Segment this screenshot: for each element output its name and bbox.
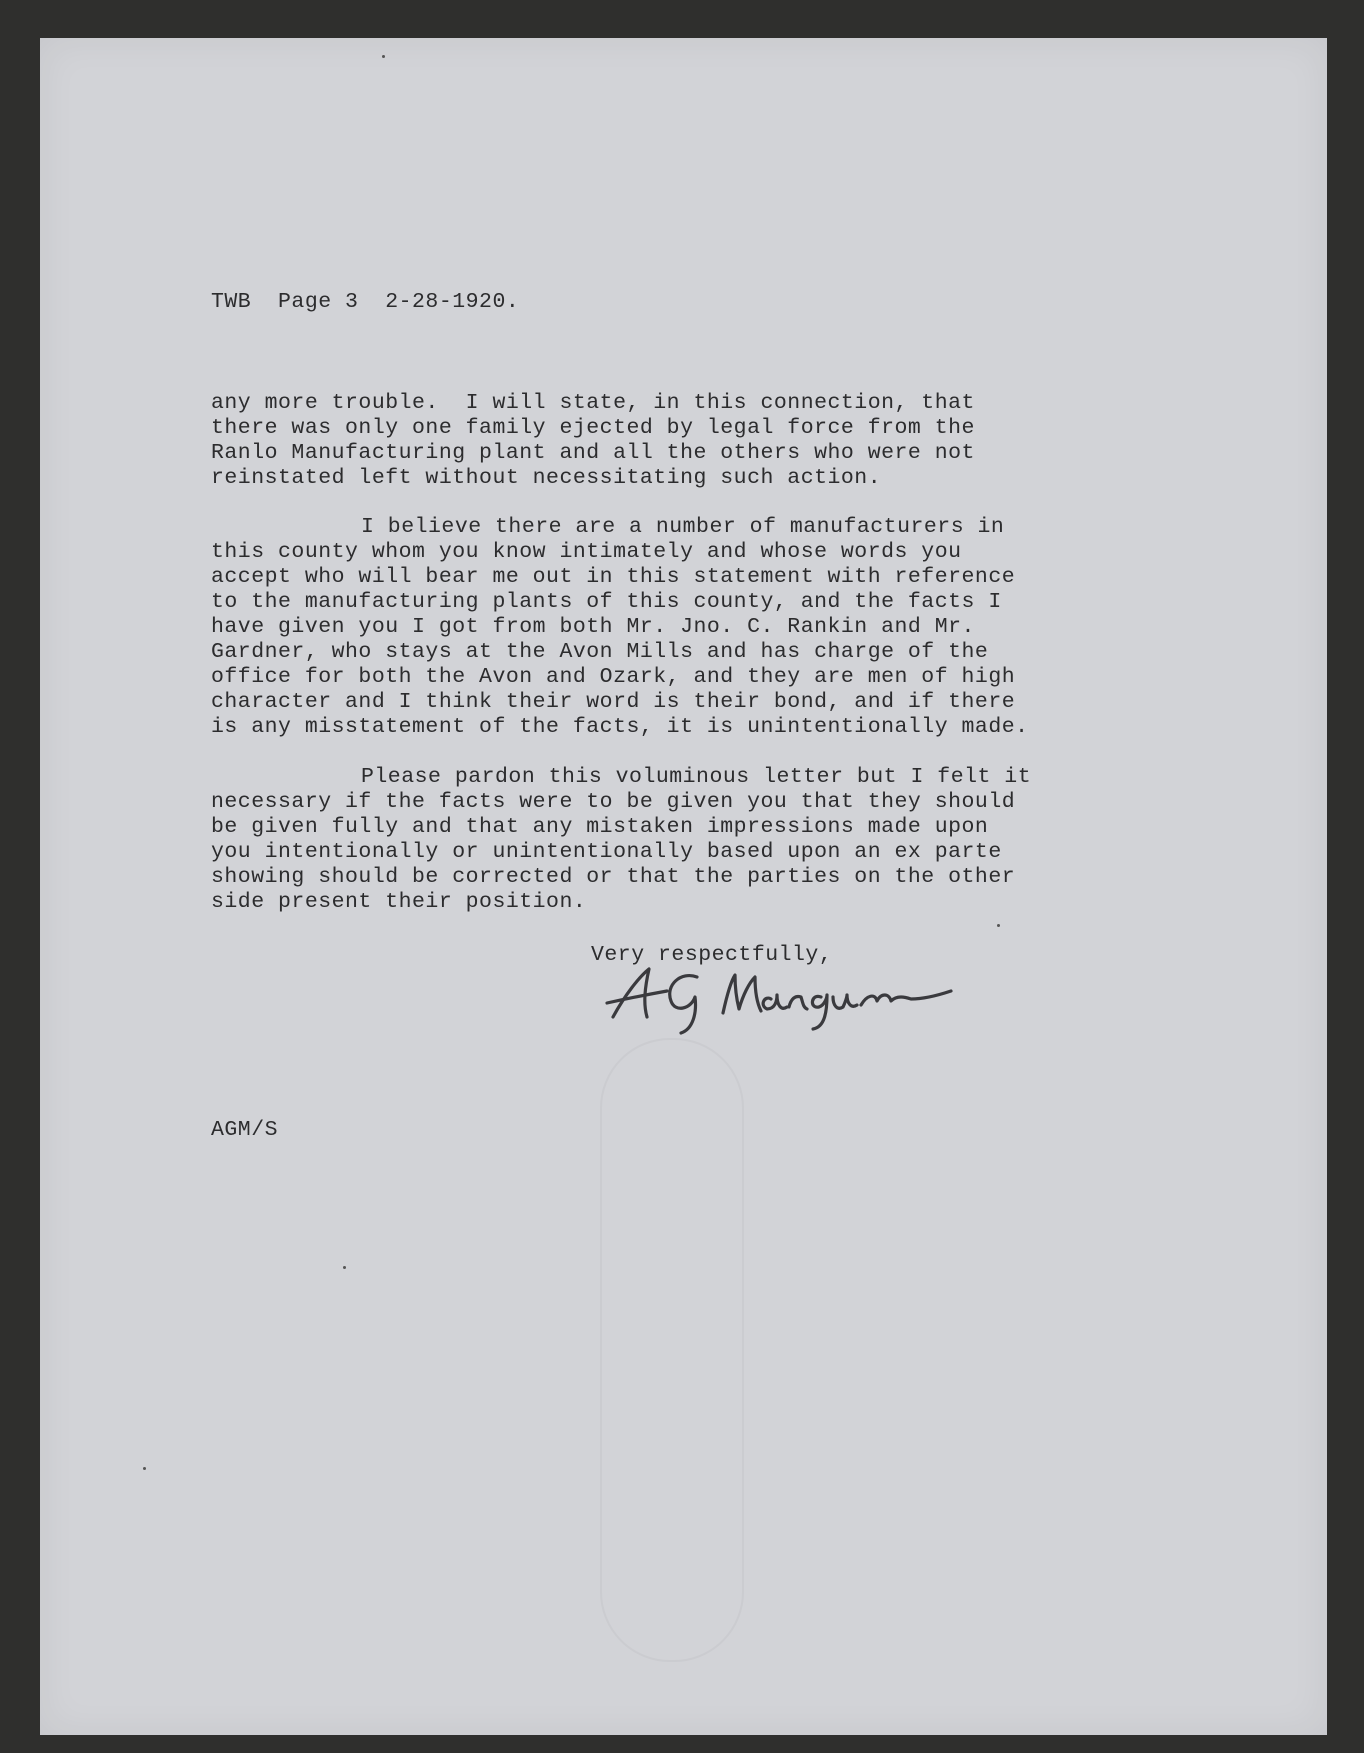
paragraph-2-line-3: accept who will bear me out in this statement with reference: [211, 565, 1016, 589]
paragraph-2-line-1: I believe there are a number of manufacturers in: [361, 515, 1005, 539]
paper-speck: [997, 924, 1000, 927]
paragraph-3-line-5: showing should be corrected or that the parties on the other: [211, 865, 1016, 889]
paper-speck: [143, 1467, 146, 1470]
handwritten-signature: [605, 955, 1005, 1035]
paragraph-1-line-2: there was only one family ejected by legal force from the: [211, 416, 975, 440]
paper-speck: [382, 55, 385, 58]
paragraph-2-line-6: Gardner, who stays at the Avon Mills and has charge of the: [211, 640, 989, 664]
paper-speck: [343, 1266, 346, 1269]
paragraph-2-line-9: is any misstatement of the facts, it is unintentionally made.: [211, 715, 1029, 739]
paragraph-2-line-4: to the manufacturing plants of this county, and the facts I: [211, 590, 1002, 614]
paragraph-3-line-1: Please pardon this voluminous letter but I felt it: [361, 765, 1032, 789]
paragraph-2-line-8: character and I think their word is their bond, and if there: [211, 690, 1016, 714]
paragraph-1-line-1: any more trouble. I will state, in this connection, that: [211, 391, 975, 415]
typist-initials: AGM/S: [211, 1118, 279, 1142]
paragraph-3-line-4: you intentionally or unintentionally based upon an ex parte: [211, 840, 1002, 864]
paragraph-3-line-3: be given fully and that any mistaken impressions made upon: [211, 815, 989, 839]
paragraph-1-line-3: Ranlo Manufacturing plant and all the others who were not: [211, 441, 975, 465]
closing-salutation: Very respectfully,: [591, 943, 833, 967]
paragraph-3-line-6: side present their position.: [211, 890, 587, 914]
paragraph-3-line-2: necessary if the facts were to be given you that they should: [211, 790, 1016, 814]
paper-watermark: [600, 1038, 744, 1662]
paragraph-2-line-5: have given you I got from both Mr. Jno. C. Rankin and Mr.: [211, 615, 975, 639]
letter-header: TWB Page 3 2-28-1920.: [211, 290, 520, 314]
paragraph-2-line-2: this county whom you know intimately and whose words you: [211, 540, 962, 564]
paragraph-1-line-4: reinstated left without necessitating such action.: [211, 466, 882, 490]
paragraph-2-line-7: office for both the Avon and Ozark, and they are men of high: [211, 665, 1016, 689]
